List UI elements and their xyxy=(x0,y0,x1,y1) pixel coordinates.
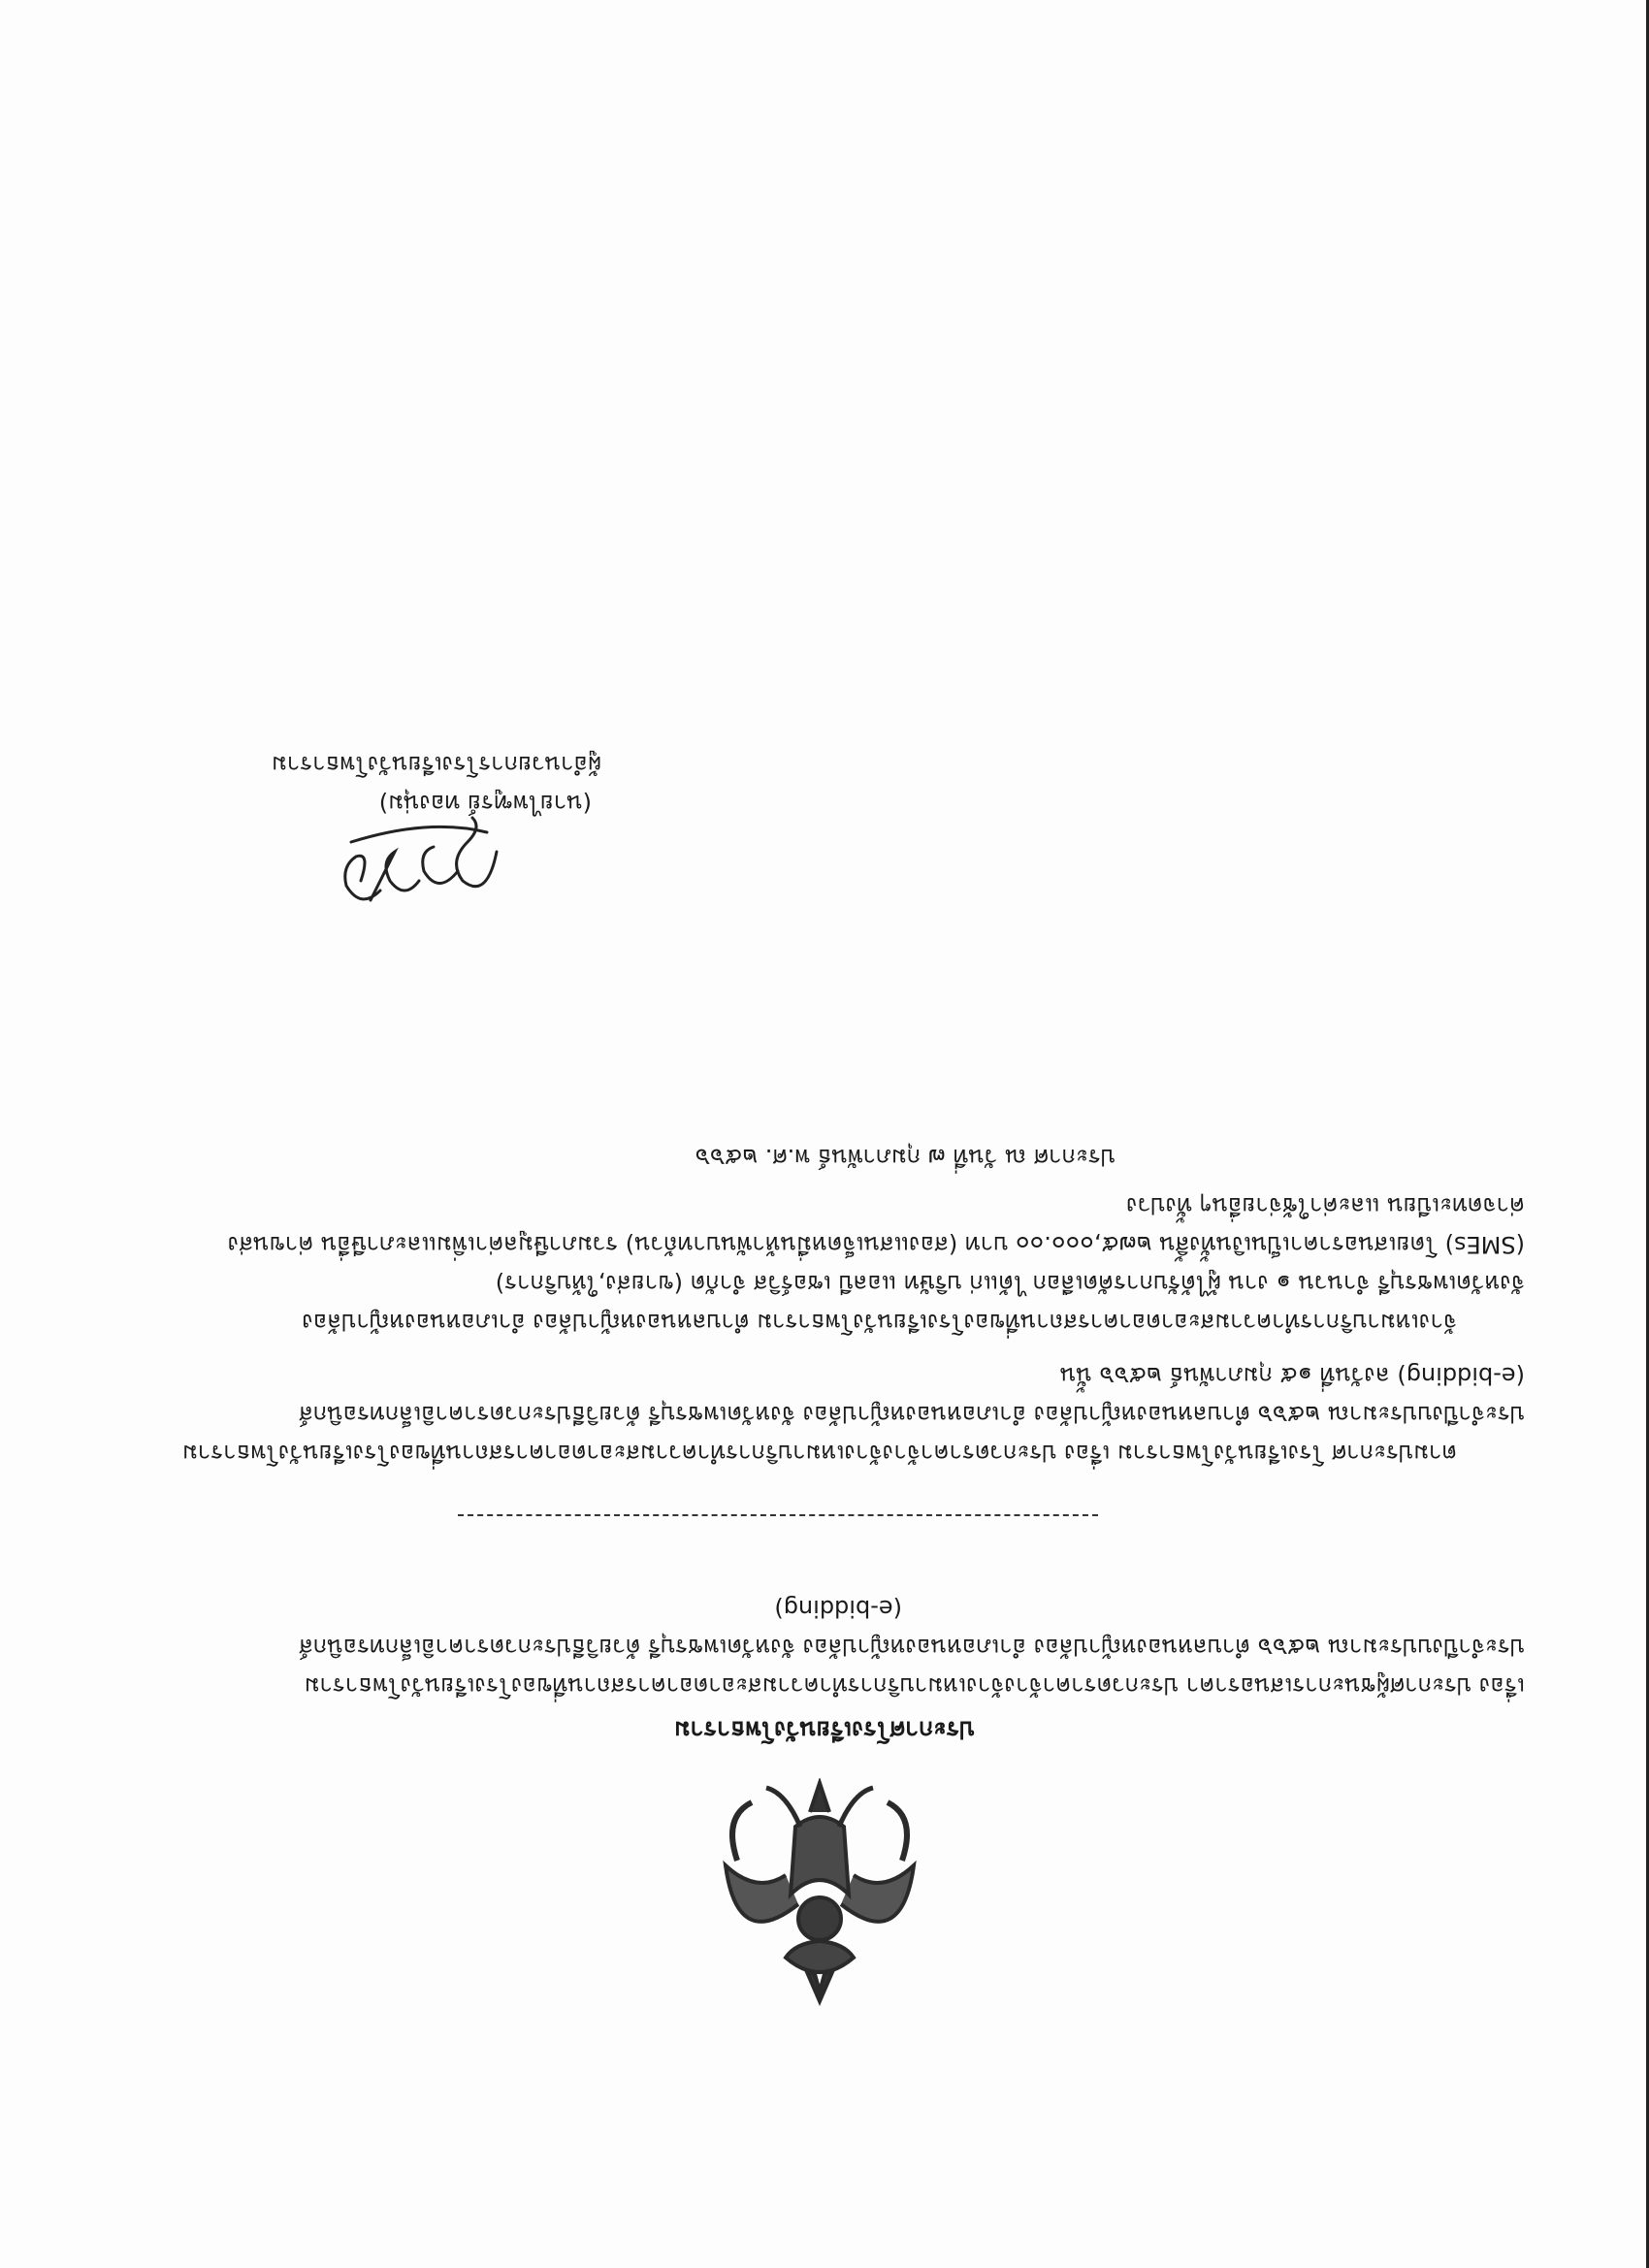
body-line-2: ประจำปีงบประมาณ ๒๕๖๖ ตำบลหนองหญ้าปล้อง อำเภอหนองหญ้าปล้อง จังหวัดเพชรบุรี ด้วยวิธีประกวดราคาอิเล็กทรอนิกส์ xyxy=(299,1401,1525,1428)
subject-line-1: เรื่อง ประกาศผู้ชนะการเสนอราคา ประกวดราคาจ้างจ้างเหมาบริการทำความสะอาดอาคารสถานที่ของโรงเรียนวังโพธาราม xyxy=(304,1672,1525,1700)
subject-line-2: ประจำปีงบประมาณ ๒๕๖๖ ตำบลหนองหญ้าปล้อง อำเภอหนองหญ้าปล้อง จังหวัดเพชรบุรี ด้วยวิธีประกวดราคาอิเล็กทรอนิกส์ xyxy=(299,1634,1525,1661)
signature-icon xyxy=(322,803,516,939)
body-line-3: (e-bidding) ลงวันที่ ๑๕ กุมภาพันธ์ ๒๕๖๖ นั้น xyxy=(1059,1362,1525,1389)
body-line-6: (SMEs) โดยเสนอราคาเป็นเงินทั้งสิ้น ๒๗๕,๐๐๐.๐๐ บาท (สองแสนเจ็ดหมื่นห้าพันบาทถ้วน) รวมภาษีมูลค่าเพิ่มและภาษีอื่น ค่าขนส่ง xyxy=(227,1231,1525,1258)
body-line-1: ตามประกาศ โรงเรียนวังโพธาราม เรื่อง ประกวดราคาจ้างจ้างเหมาบริการทำความสะอาดอาคารสถานที่ของโรงเรียนวังโพธาราม xyxy=(181,1440,1457,1467)
signatory-title: ผู้อำนวยการโรงเรียนวังโพธาราม xyxy=(271,751,601,778)
subject-line-3: (e-bidding) xyxy=(774,1595,902,1622)
signatory-name: (นายไพฑูรย์ ทองนุ่ม) xyxy=(378,790,592,817)
document-header: ประกาศโรงเรียนวังโพธาราม xyxy=(674,1716,975,1744)
body-line-4: จ้างเหมาบริการทำความสะอาดอาคารสถานที่ของโรงเรียนวังโพธาราม ตำบลหนองหญ้าปล้อง อำเภอหนองหญ้าปล้อง xyxy=(302,1309,1457,1336)
date-line: ประกาศ ณ วันที่ ๗ กุมภาพันธ์ พ.ศ. ๒๕๖๖ xyxy=(695,1144,1116,1171)
separator-rule xyxy=(458,1514,1098,1516)
body-line-7: ค่าจดทะเบียน และค่าใช้จ่ายอื่นๆ ทั้งปวง xyxy=(1126,1192,1525,1219)
garuda-emblem-icon xyxy=(718,1778,922,2011)
body-line-5: จังหวัดเพชรบุรี จำนวน ๑ งาน ผู้ได้รับการคัดเลือก ได้แก่ บริษัท แอลบี เซอร์วิส จำกัด (ขายส่ง,ให้บริการ) xyxy=(495,1270,1525,1297)
